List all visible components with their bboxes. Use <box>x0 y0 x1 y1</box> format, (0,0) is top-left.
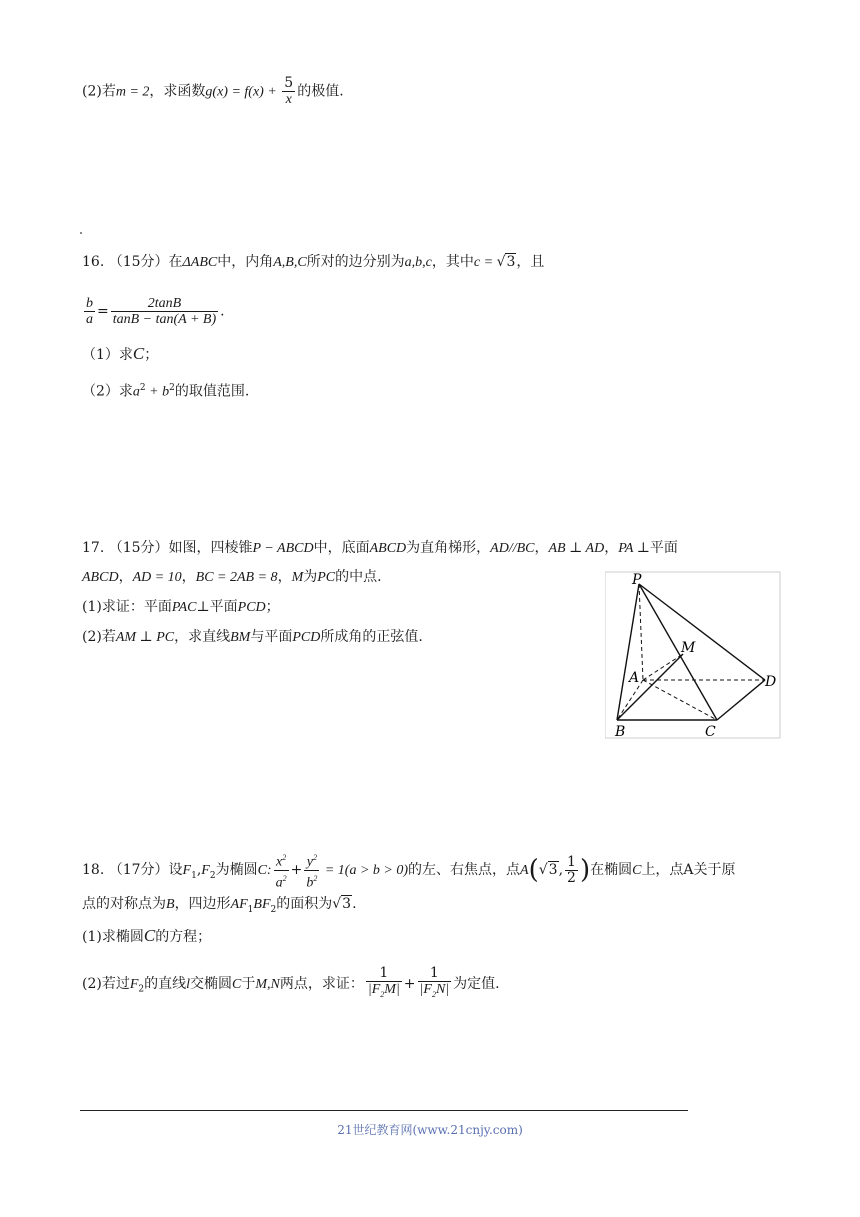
fraction-1-f2m: $\frac{1}{|F_2M|}$ <box>367 965 400 999</box>
fraction-x2-a2: $\frac{x^2}{a^2}$ <box>274 850 289 890</box>
label-c: C <box>705 724 716 740</box>
q16-part1: （1）求C； <box>82 344 159 363</box>
edge-pb <box>617 584 639 720</box>
q18-part2: (2)若过$F_2$的直线l交椭圆C于M,N两点，求证： $\frac{1}{|F_2M|}$ + $\frac{1}{|F_2N|}$ 为定值. <box>82 966 500 1002</box>
q15-part2: (2)若m = 2，求函数g(x) = f(x) + $\frac{5}{x}$ 的极值. <box>82 75 344 107</box>
footer-text: 21世纪教育网(www.21cnjy.com) <box>337 1123 523 1137</box>
pyramid-figure <box>605 570 781 740</box>
q17-part2: (2)若AM ⊥ PC，求直线BM与平面PCD所成角的正弦值. <box>82 629 423 645</box>
q16-equation: $\frac{b}{a}$ = $\frac{2\tan B}{\tan B - \tan(A + B)}$ . <box>86 296 225 327</box>
fraction-tan: $\frac{2\tan B}{\tan B - \tan(A + B)}$ <box>112 296 217 327</box>
fraction-one-half: $\frac{1}{2}$ <box>567 853 576 886</box>
edge-am <box>643 654 683 680</box>
edge-bm <box>617 654 683 720</box>
q18-part1: (1)求椭圆C的方程； <box>82 926 212 945</box>
edge-cd <box>717 680 765 720</box>
label-p: P <box>632 572 642 588</box>
sqrt-3: √3 <box>496 254 516 270</box>
label-m: M <box>681 640 696 656</box>
fraction-1-f2n: $\frac{1}{|F_2N|}$ <box>419 965 450 999</box>
stray-dot <box>80 232 82 234</box>
sqrt-3-point: √3 <box>538 862 558 879</box>
edge-pc <box>639 584 717 720</box>
label-b: B <box>615 724 626 740</box>
footer-rule <box>80 1110 688 1111</box>
q16-part2: （2）求$a^2 + b^2$的取值范围. <box>82 383 250 400</box>
label-d: D <box>765 674 777 690</box>
fraction-y2-b2: $\frac{y^2}{b^2}$ <box>304 850 319 890</box>
fraction-b-over-a: $\frac{b}{a}$ <box>86 296 93 327</box>
label-a: A <box>629 670 640 686</box>
q17-line1: 17. （15分）如图，四棱锥P − ABCD中，底面ABCD为直角梯形，AD//BC，AB ⊥ AD，PA ⊥平面 <box>82 540 678 556</box>
sqrt-3-area: √3 <box>332 896 352 912</box>
fraction-5-over-x: $\frac{5}{x}$ <box>284 75 294 107</box>
edge-pd <box>639 584 765 680</box>
q18-line1: 18. （17分）设$F_1,F_2$为椭圆C: $\frac{x^2}{a^2}$ + $\frac{y^2}{b^2}$ = 1(a > b > 0)的左、右焦点，点A(√3, $\frac{1}{2}$ )在椭圆C上，点A关于原 <box>82 850 736 890</box>
edge-pa <box>639 584 643 680</box>
q16-line1: 16. （15分）在ΔABC中，内角A,B,C所对的边分别为a,b,c，其中c = √3，且 <box>82 254 545 270</box>
q17-part1: (1)求证：平面PAC⊥平面PCD； <box>82 599 280 615</box>
q18-line2: 点的对称点为B，四边形$AF_1BF_2$的面积为√3. <box>82 896 357 915</box>
q17-line2: ABCD，AD = 10，BC = 2AB = 8，M为PC的中点. <box>82 569 382 585</box>
